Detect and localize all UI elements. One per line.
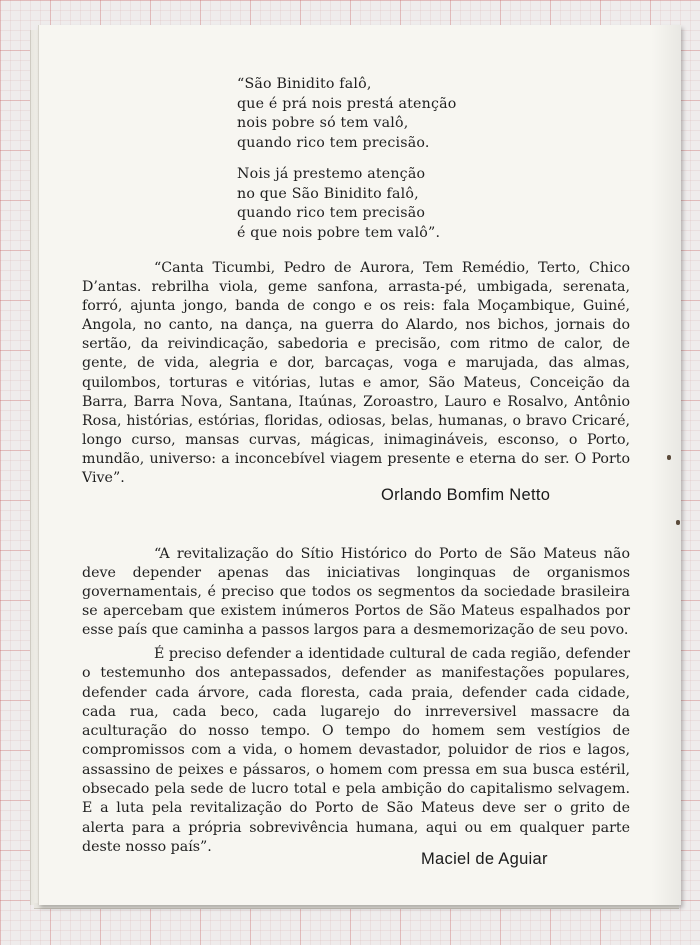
poem-line: quando rico tem precisão. bbox=[237, 134, 430, 151]
staple-hole-mark bbox=[667, 455, 671, 460]
poem-stanza-2 bbox=[237, 165, 537, 243]
poem-line: é que nois pobre tem valô”. bbox=[237, 224, 441, 241]
poem-line: no que São Binidito falô, bbox=[237, 185, 419, 202]
staple-hole-mark bbox=[676, 520, 680, 525]
poem-line: nois pobre só tem valô, bbox=[237, 115, 409, 132]
signature-maciel-de-aguiar: Maciel de Aguiar bbox=[421, 850, 548, 868]
poem-line: que é prá nois prestá atenção bbox=[237, 95, 457, 112]
quote-paragraph-ticumbi: “Canta Ticumbi, Pedro de Aurora, Tem Remédio, Terto, Chico D’antas. rebrilha viola, geme sanfona, arrasta-pé, umbigada, serenata, forró, ajunta jongo, banda de congo e os reis: fala Moçambique, Guiné, Angola, no canto, na dança, na guerra do Alardo, nos bichos, jornais do sertão, da reivindicação, sabedoria e precisão, com ritmo de calor, de gente, de vida, alegria e dor, barcaças, voga e marujada, das almas, quilombos, torturas e vitórias, lutas e amor, São Mateus, Conceição da Barra, Barra Nova, Santana, Itaúnas, Zoroastro, Lauro e Rosalvo, Antônio Rosa, histórias, estórias, floridas, odiosas, belas, humanas, o bravo Cricaré, longo curso, mansas curvas, mágicas, inimagináveis, esconso, o Porto, mundão, universo: a inconcebível viagem presente e eterna do ser. O Porto Vive”. bbox=[82, 260, 630, 487]
poem-stanza-1 bbox=[237, 75, 537, 153]
poem-line: “São Binidito falô, bbox=[237, 76, 372, 92]
quote-paragraph-revitalizacao: “A revitalização do Sítio Histórico do Porto de São Mateus não deve depender apenas das iniciativas longinquas de organismos governamentais, é preciso que todos os segmentos da sociedade brasileira se apercebam que existem inúmeros Portos de São Mateus espalhados por esse país que caminha a passos largos para a desmemorização de seu povo. bbox=[82, 546, 630, 639]
page-spine-shadow bbox=[651, 25, 681, 905]
quote-paragraph-identidade: É preciso defender a identidade cultural de cada região, defender o testemunho dos antepassados, defender as manifestações populares, defender cada árvore, cada floresta, cada praia, defender cada cidade, cada rua, cada beco, cada lugarejo do inrreversivel massacre da aculturação do nosso tempo. O tempo do homem sem vestígios de compromissos com a vida, o homem devastador, poluidor de rios e lagos, assassino de peixes e pássaros, o homem com pressa em sua busca estéril, obsecado pela sede de lucro total e pela ambição do capitalismo selvagem. E a luta pela revitalização do Porto de São Mateus deve ser o grito de alerta para a própria sobrevivência humana, aqui ou em qualquer parte deste nosso país”. bbox=[82, 646, 630, 855]
poem-line: quando rico tem precisão bbox=[237, 205, 426, 222]
signature-orlando-bomfim-netto: Orlando Bomfim Netto bbox=[381, 486, 551, 504]
poem-line: Nois já prestemo atenção bbox=[237, 166, 426, 182]
